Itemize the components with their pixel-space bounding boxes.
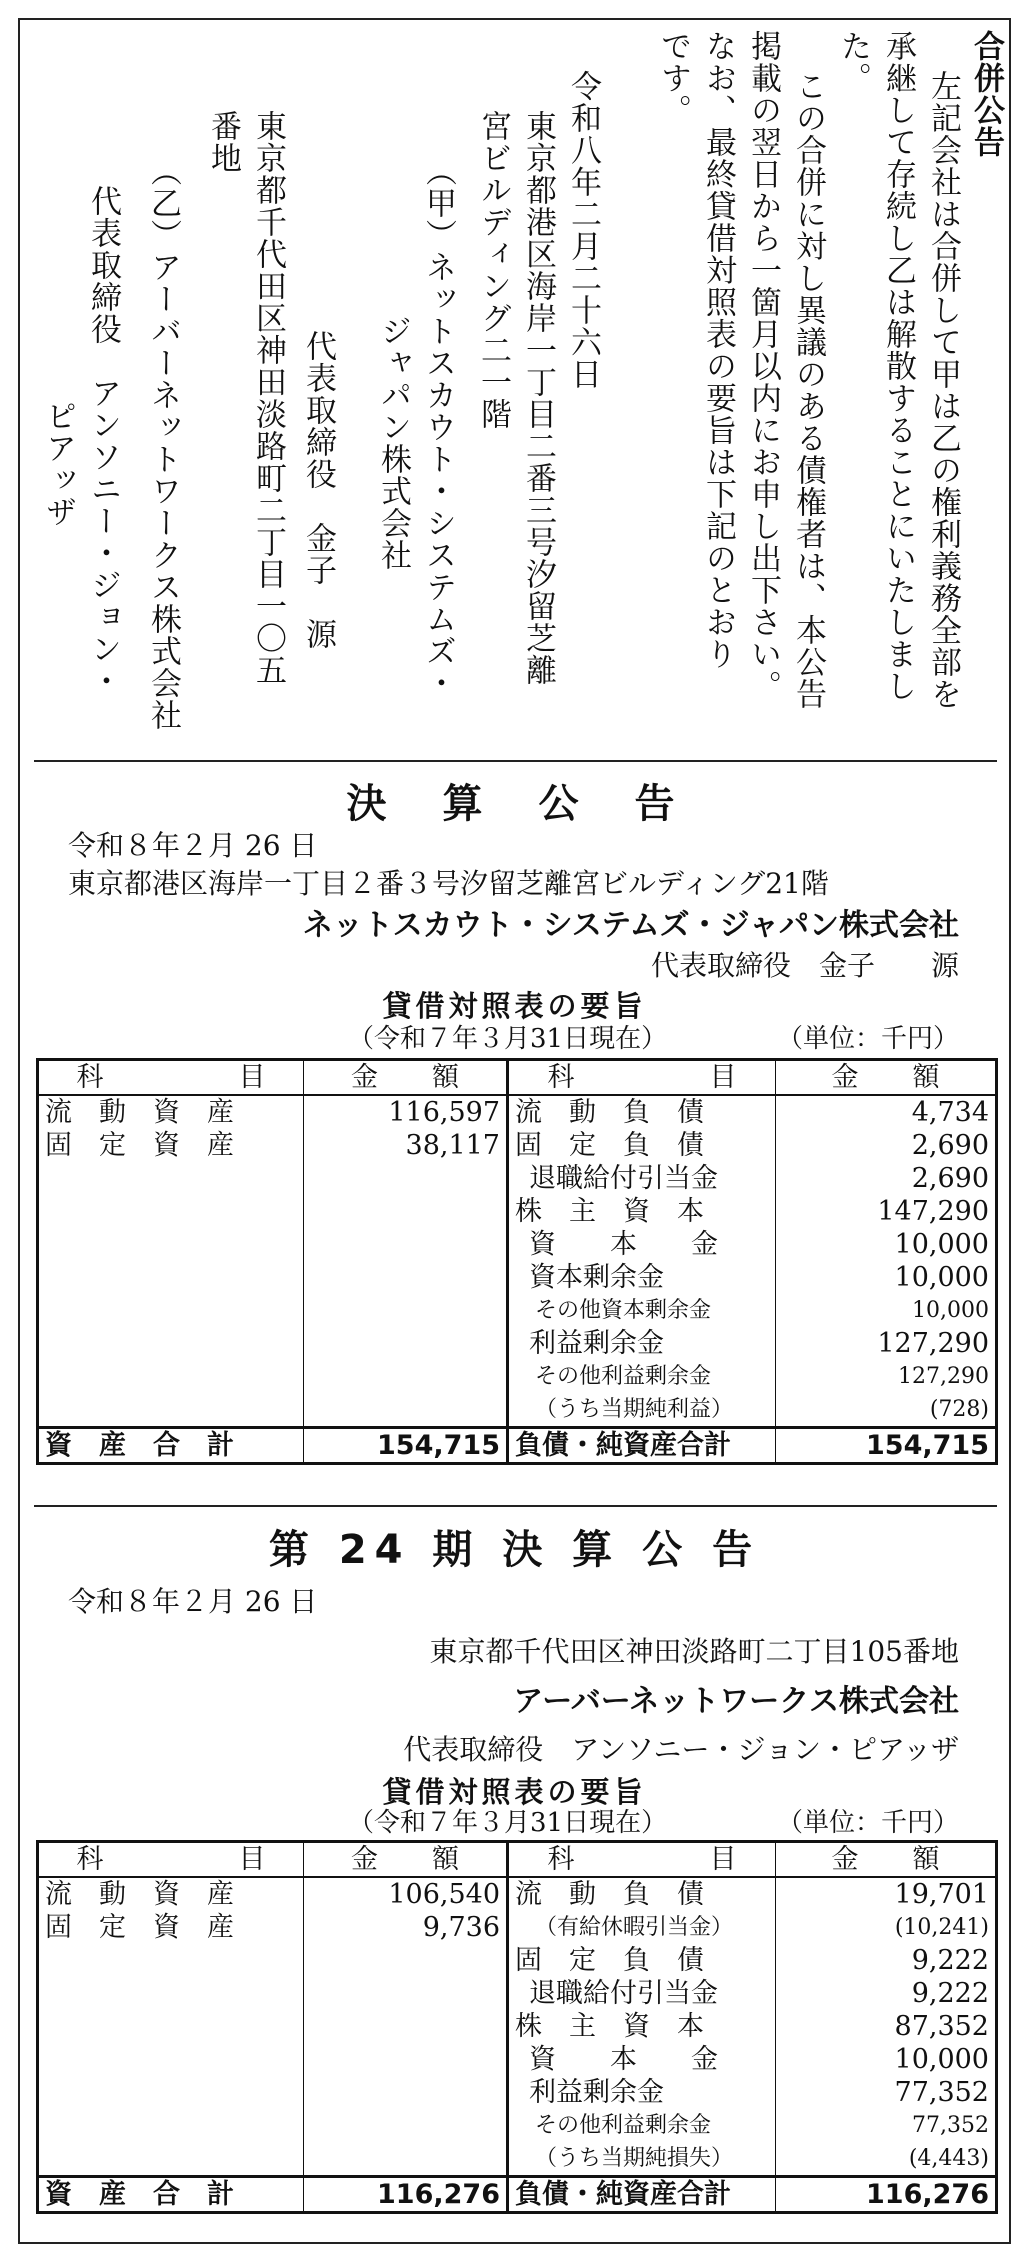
asset-item	[38, 1360, 304, 1393]
representative: 代表取締役 アンソニー・ジョン・ピアッザ	[403, 1733, 959, 1766]
liability-amount: 4,734	[911, 1097, 989, 1128]
column-header-item: 科 目	[38, 1842, 304, 1878]
asset-amount	[304, 1327, 508, 1360]
asset-item	[38, 1261, 304, 1294]
column-header-amount: 金 額	[304, 1842, 508, 1878]
asset-amount	[304, 1977, 508, 2010]
total-liabilities-amount: 154,715	[776, 1428, 997, 1464]
merger-text-line: なお、最終貸借対照表の要旨は下記のとおり	[700, 30, 736, 670]
merger-text-line: 掲載の翌日から一箇月以内にお申し出下さい。	[745, 30, 781, 702]
merger-notice	[18, 20, 1011, 760]
liability-item: （有給休暇引当金）	[508, 1911, 776, 1944]
asset-amount	[304, 1228, 508, 1261]
liability-item: 退職給付引当金	[508, 1162, 776, 1195]
table-row	[38, 1129, 997, 1162]
liability-item: 資 本 金	[508, 1228, 776, 1261]
balance-sheet-title: 貸借対照表の要旨	[382, 1775, 647, 1809]
asset-item	[38, 1294, 304, 1327]
table-row	[38, 2010, 997, 2043]
asset-item	[38, 1393, 304, 1428]
notice-date: 令和８年２月 26 日	[68, 1585, 318, 1618]
asset-amount	[304, 1944, 508, 1977]
total-assets-amount: 116,276	[304, 2177, 508, 2213]
merger-address-a: 東京都港区海岸一丁目二番三号汐留芝離	[520, 110, 556, 686]
company-name: アーバーネットワークス株式会社	[513, 1684, 959, 1719]
asset-item: 固 定 資 産	[38, 1129, 304, 1162]
asset-item	[38, 1977, 304, 2010]
asset-amount: 9,736	[304, 1911, 508, 1944]
asset-amount	[304, 2142, 508, 2177]
liability-item: （うち当期純損失）	[508, 2142, 776, 2177]
asset-amount	[304, 1393, 508, 1428]
asset-item: 固 定 資 産	[38, 1911, 304, 1944]
table-row	[38, 1195, 997, 1228]
column-header-item: 科 目	[508, 1842, 776, 1878]
liability-amount: (728)	[929, 1397, 989, 1422]
total-liabilities-amount: 116,276	[776, 2177, 997, 2213]
total-assets-label: 資 産 合 計	[38, 1428, 304, 1464]
merger-text-line: 承継して存続し乙は解散することにいたしまし	[880, 30, 916, 702]
total-liabilities-label: 負債・純資産合計	[508, 1428, 776, 1464]
liability-item: その他利益剰余金	[508, 1360, 776, 1393]
merger-address-b: 東京都千代田区神田淡路町二丁目一〇五	[250, 110, 286, 686]
liability-item: （うち当期純利益）	[508, 1393, 776, 1428]
liability-item: その他資本剰余金	[508, 1294, 776, 1327]
merger-text-line: です。	[655, 30, 691, 126]
asset-amount: 116,597	[304, 1095, 508, 1129]
merger-company-a: （甲）ネットスカウト・システムズ・	[420, 155, 456, 699]
liability-item: 資本剰余金	[508, 1261, 776, 1294]
liability-item: 固 定 負 債	[508, 1129, 776, 1162]
asset-item	[38, 1327, 304, 1360]
liability-amount: (4,443)	[908, 2146, 989, 2171]
table-row	[38, 1877, 997, 1911]
merger-text-line: た。	[835, 30, 871, 94]
representative: 代表取締役 金子 源	[650, 949, 959, 982]
merger-address-b: 番地	[205, 110, 241, 174]
balance-sheet-date: （令和７年３月31日現在）	[348, 1024, 668, 1054]
table-header-row	[38, 1842, 997, 1878]
table-row	[38, 1327, 997, 1360]
column-header-amount: 金 額	[304, 1060, 508, 1096]
liability-amount: 19,701	[894, 1879, 989, 1910]
asset-item: 流 動 資 産	[38, 1095, 304, 1129]
liability-item: 株 主 資 本	[508, 1195, 776, 1228]
liability-amount: 10,000	[894, 1262, 989, 1293]
asset-amount	[304, 2076, 508, 2109]
column-header-amount: 金 額	[776, 1060, 997, 1096]
asset-amount	[304, 2043, 508, 2076]
section-title: 決 算 公 告	[346, 781, 683, 827]
liability-amount: 147,290	[877, 1196, 989, 1227]
column-header-amount: 金 額	[776, 1842, 997, 1878]
liability-amount: 9,222	[911, 1978, 989, 2009]
asset-amount	[304, 1360, 508, 1393]
liability-amount: 10,000	[912, 1298, 989, 1323]
merger-rep-b: 代表取締役 アンソニー・ジョン・	[85, 185, 121, 697]
table-row	[38, 1095, 997, 1129]
balance-sheet-title: 貸借対照表の要旨	[382, 989, 647, 1023]
liability-item: 資 本 金	[508, 2043, 776, 2076]
liability-item: 固 定 負 債	[508, 1944, 776, 1977]
asset-item: 流 動 資 産	[38, 1877, 304, 1911]
table-row	[38, 1977, 997, 2010]
liability-amount: 10,000	[894, 2044, 989, 2075]
asset-item	[38, 2076, 304, 2109]
section-divider	[34, 760, 997, 762]
merger-company-a: ジャパン株式会社	[375, 315, 411, 571]
merger-title: 合併公告	[968, 30, 1004, 158]
liability-amount: 2,690	[911, 1163, 989, 1194]
column-header-item: 科 目	[38, 1060, 304, 1096]
liability-item: 流 動 負 債	[508, 1877, 776, 1911]
liability-amount: 10,000	[894, 1229, 989, 1260]
asset-amount: 106,540	[304, 1877, 508, 1911]
total-assets-label: 資 産 合 計	[38, 2177, 304, 2213]
total-row	[38, 1428, 997, 1464]
asset-amount: 38,117	[304, 1129, 508, 1162]
balance-sheet-unit: （単位：千円）	[776, 1808, 959, 1838]
column-header-item: 科 目	[508, 1060, 776, 1096]
liability-item: 利益剰余金	[508, 2076, 776, 2109]
liability-item: 株 主 資 本	[508, 2010, 776, 2043]
asset-amount	[304, 1261, 508, 1294]
liability-amount: 87,352	[894, 2011, 989, 2042]
table-row	[38, 2043, 997, 2076]
company-name: ネットスカウト・システムズ・ジャパン株式会社	[302, 908, 959, 943]
asset-item	[38, 2142, 304, 2177]
table-row	[38, 1162, 997, 1195]
table-row	[38, 1228, 997, 1261]
total-assets-amount: 154,715	[304, 1428, 508, 1464]
kessan-notice-netscout	[18, 772, 1011, 1472]
section-divider	[34, 1505, 997, 1507]
liability-amount: 127,290	[898, 1364, 989, 1389]
asset-item	[38, 1944, 304, 1977]
balance-sheet-unit: （単位：千円）	[776, 1024, 959, 1054]
asset-amount	[304, 2109, 508, 2142]
table-row	[38, 2076, 997, 2109]
liability-item: その他利益剰余金	[508, 2109, 776, 2142]
table-row	[38, 1911, 997, 1944]
asset-amount	[304, 2010, 508, 2043]
asset-item	[38, 2109, 304, 2142]
table-row	[38, 1393, 997, 1428]
merger-text-line: 左記会社は合併して甲は乙の権利義務全部を	[925, 70, 961, 710]
notice-date: 令和８年２月 26 日	[68, 829, 318, 862]
asset-amount	[304, 1294, 508, 1327]
liability-item: 退職給付引当金	[508, 1977, 776, 2010]
table-row	[38, 1294, 997, 1327]
table-header-row	[38, 1060, 997, 1096]
asset-item	[38, 1162, 304, 1195]
asset-amount	[304, 1195, 508, 1228]
merger-text-line: この合併に対し異議のある債権者は、本公告	[790, 70, 826, 710]
liability-amount: 77,352	[912, 2113, 989, 2138]
balance-sheet-date: （令和７年３月31日現在）	[348, 1808, 668, 1838]
company-address: 東京都千代田区神田淡路町二丁目105番地	[429, 1635, 959, 1668]
liability-amount: (10,241)	[894, 1915, 989, 1940]
table-row	[38, 1261, 997, 1294]
merger-rep-a: 代表取締役 金子 源	[300, 330, 336, 650]
balance-sheet-table	[36, 1058, 998, 1465]
asset-item	[38, 2043, 304, 2076]
liability-amount: 127,290	[877, 1328, 989, 1359]
liability-amount: 2,690	[911, 1130, 989, 1161]
liability-item: 流 動 負 債	[508, 1095, 776, 1129]
kessan-notice-arbor	[18, 1518, 1011, 2238]
total-row	[38, 2177, 997, 2213]
asset-item	[38, 1195, 304, 1228]
table-row	[38, 2142, 997, 2177]
company-address: 東京都港区海岸一丁目２番３号汐留芝離宮ビルディング21階	[68, 867, 829, 900]
liability-amount: 77,352	[894, 2077, 989, 2108]
asset-item	[38, 1228, 304, 1261]
asset-item	[38, 2010, 304, 2043]
table-row	[38, 1360, 997, 1393]
balance-sheet-table	[36, 1840, 998, 2214]
total-liabilities-label: 負債・純資産合計	[508, 2177, 776, 2213]
asset-amount	[304, 1162, 508, 1195]
merger-address-a: 宮ビルディング二一階	[475, 110, 511, 430]
merger-rep-b: ピアッザ	[40, 400, 76, 528]
table-row	[38, 2109, 997, 2142]
liability-item: 利益剰余金	[508, 1327, 776, 1360]
merger-company-b: （乙）アーバーネットワークス株式会社	[145, 155, 181, 731]
liability-amount: 9,222	[911, 1945, 989, 1976]
merger-date: 令和八年二月二十六日	[565, 70, 601, 390]
section-title: 第 24 期 決 算 公 告	[268, 1527, 761, 1573]
table-row	[38, 1944, 997, 1977]
